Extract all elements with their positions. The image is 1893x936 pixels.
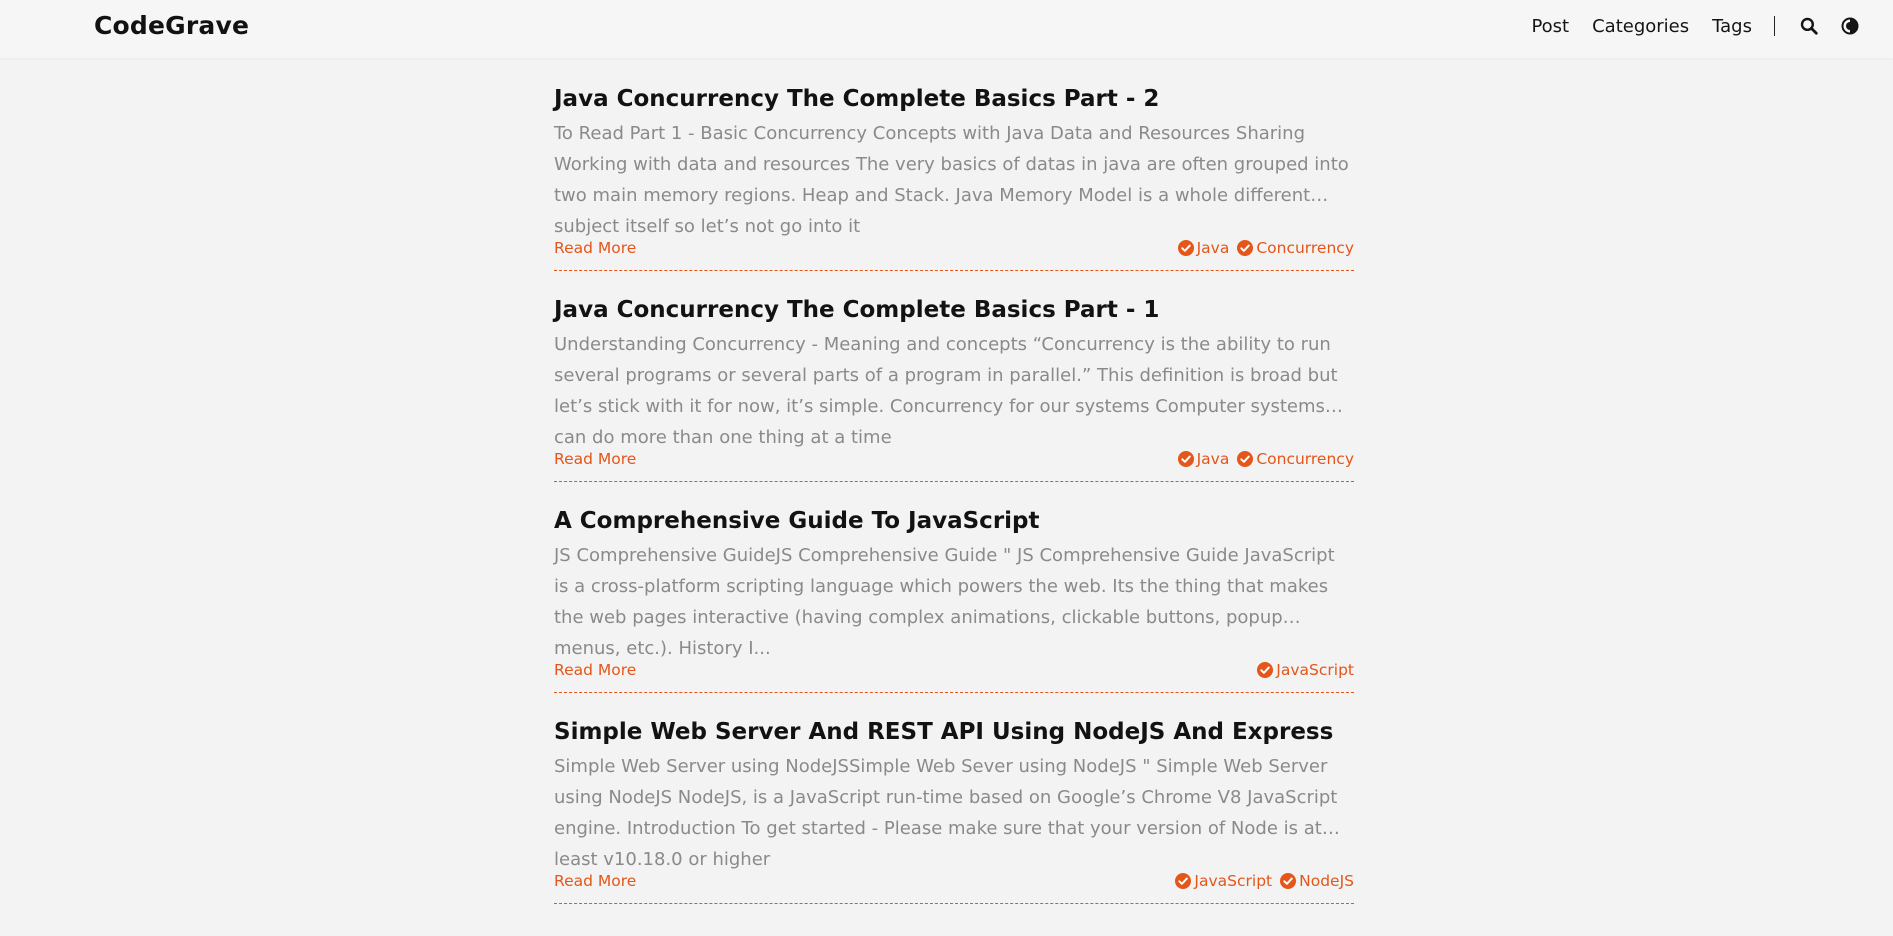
post-excerpt: JS Comprehensive GuideJS Comprehensive Guide " JS Comprehensive Guide JavaScript is a cross-platform scripting language which powers the web. Its the thing that makes the web pages interactive (having complex animations, clickable buttons, popup menus, etc.). History I...: [554, 545, 1335, 659]
tag-javascript[interactable]: [1175, 872, 1272, 890]
nav-post[interactable]: Post: [1531, 15, 1570, 37]
tag-label: NodeJS: [1299, 872, 1354, 890]
post-footer: [554, 236, 1354, 260]
check-circle-icon: [1237, 240, 1253, 256]
tag-label: JavaScript: [1194, 872, 1273, 890]
post-card: [554, 80, 1354, 271]
tag-javascript[interactable]: [1257, 661, 1354, 679]
search-icon[interactable]: [1798, 15, 1820, 37]
post-title[interactable]: Simple Web Server And REST API Using NodeJS And Express: [554, 719, 1334, 745]
post-excerpt: Simple Web Server using NodeJSSimple Web Sever using NodeJS " Simple Web Server using NodeJS NodeJS, is a JavaScript run-time based on Google’s Chrome V8 JavaScript engine. Introduction To get started - Please make sure that your version of Node is at least v10.18.0 or higher: [554, 756, 1338, 870]
post-card: [554, 502, 1354, 693]
post-title[interactable]: Java Concurrency The Complete Basics Part - 1: [554, 297, 1160, 323]
site-header: [0, 0, 1893, 58]
tag-label: Concurrency: [1256, 239, 1354, 257]
site-brand[interactable]: CodeGrave: [94, 11, 250, 40]
tag-label: Java: [1196, 239, 1230, 257]
post-card: [554, 291, 1354, 482]
tag-nodejs[interactable]: [1280, 872, 1354, 890]
post-tags: [1167, 872, 1354, 890]
post-footer: [554, 869, 1354, 893]
main-nav: [1531, 0, 1893, 52]
check-circle-icon: [1175, 873, 1191, 889]
nav-divider: [1774, 16, 1775, 36]
tag-concurrency[interactable]: [1237, 450, 1354, 468]
post-tags: [1249, 661, 1354, 679]
read-more-link[interactable]: Read More: [554, 239, 637, 257]
read-more-link[interactable]: Read More: [554, 450, 637, 468]
tag-concurrency[interactable]: [1237, 239, 1354, 257]
check-circle-icon: [1178, 451, 1194, 467]
tag-java[interactable]: [1178, 239, 1230, 257]
nav-tags[interactable]: Tags: [1712, 15, 1752, 37]
check-circle-icon: [1257, 662, 1273, 678]
post-footer: [554, 447, 1354, 471]
post-list: [554, 80, 1354, 924]
tag-label: JavaScript: [1276, 661, 1354, 679]
post-title[interactable]: Java Concurrency The Complete Basics Part - 2: [554, 86, 1160, 112]
nav-categories[interactable]: Categories: [1592, 15, 1690, 37]
read-more-link[interactable]: Read More: [554, 661, 637, 679]
tag-label: Concurrency: [1256, 450, 1354, 468]
tag-java[interactable]: [1178, 450, 1230, 468]
read-more-link[interactable]: Read More: [554, 872, 637, 890]
theme-toggle-icon[interactable]: [1839, 15, 1861, 37]
post-excerpt: To Read Part 1 - Basic Concurrency Concepts with Java Data and Resources Sharing Working with data and resources The very basics of datas in java are often grouped into two main memory regions. Heap and Stack. Java Memory Model is a whole different subject itself so let’s not go into it: [554, 123, 1349, 237]
post-tags: [1170, 450, 1354, 468]
post-footer: [554, 658, 1354, 682]
check-circle-icon: [1178, 240, 1194, 256]
tag-label: Java: [1196, 450, 1230, 468]
post-tags: [1170, 239, 1354, 257]
post-excerpt: Understanding Concurrency - Meaning and concepts “Concurrency is the ability to run several programs or several parts of a program in parallel.” This definition is broad but let’s stick with it for now, it’s simple. Concurrency for our systems Computer systems can do more than one thing at a time: [554, 334, 1338, 448]
post-card: [554, 713, 1354, 904]
check-circle-icon: [1237, 451, 1253, 467]
post-title[interactable]: A Comprehensive Guide To JavaScript: [554, 508, 1040, 534]
check-circle-icon: [1280, 873, 1296, 889]
